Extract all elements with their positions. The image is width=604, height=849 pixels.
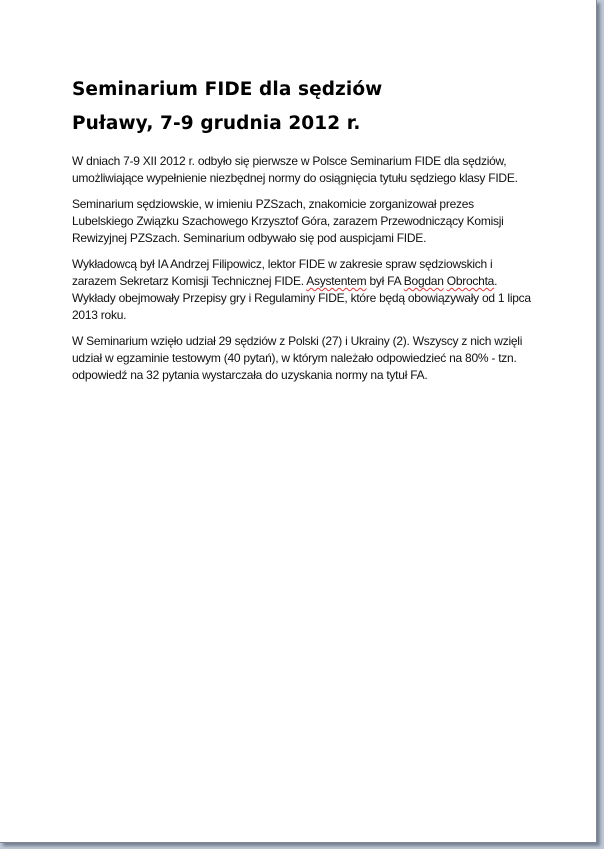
paragraph-3-text-a: Wykładowcą był IA Andrzej Filipowicz, lektor FIDE w zakresie spraw sędziowskich i zarazem Sekretarz Komisji Technicznej FIDE. — [72, 257, 493, 288]
spellcheck-word-obrochta[interactable]: Obrochta — [446, 274, 495, 288]
document-subtitle: Puławy, 7-9 grudnia 2012 r. — [72, 113, 361, 134]
document-title: Seminarium FIDE dla sędziów — [72, 79, 383, 100]
document-body — [72, 153, 533, 393]
paragraph-3 — [72, 256, 533, 324]
paragraph-2: Seminarium sędziowskie, w imieniu PZSzach, znakomicie zorganizował prezes Lubelskiego Związku Szachowego Krzysztof Góra, zarazem Przewodniczący Komisji Rewizyjnej PZSzach. Seminarium odbywało się pod auspicjami FIDE. — [72, 197, 504, 245]
paragraph-3-text-d: . Wykłady obejmowały Przepisy gry i Regulaminy FIDE, które będą obowiązywały od 1 lipca 2013 roku. — [72, 274, 531, 322]
paragraph-3-text-b: był FA — [366, 274, 404, 288]
paragraph-1: W dniach 7-9 XII 2012 r. odbyło się pierwsze w Polsce Seminarium FIDE dla sędziów, umożliwiające wypełnienie niezbędnej normy do osiągnięcia tytułu sędziego klasy FIDE. — [72, 154, 518, 185]
paragraph-4: W Seminarium wzięło udział 29 sędziów z Polski (27) i Ukrainy (2). Wszyscy z nich wzięli udział w egzaminie testowym (40 pytań), w którym należało odpowiedzieć na 80% - tzn. odpowiedź na 32 pytania wystarczała do uzyskania normy na tytuł FA. — [72, 334, 523, 382]
spellcheck-word-bogdan[interactable]: Bogdan — [403, 274, 444, 288]
spellcheck-word-asystentem[interactable]: Asystentem — [306, 274, 367, 288]
